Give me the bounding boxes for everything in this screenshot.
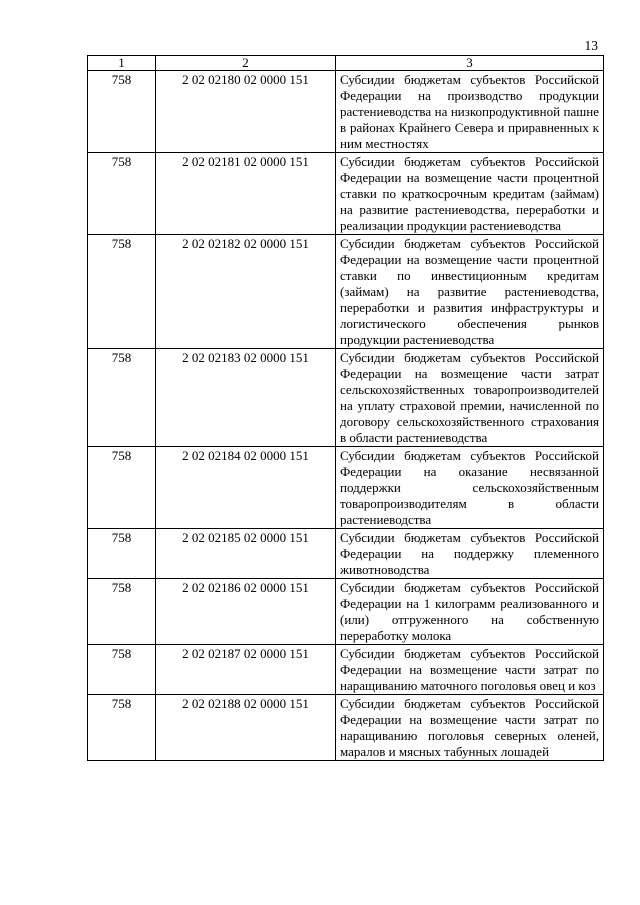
budget-code-cell: 2 02 02180 02 0000 151 [156, 71, 336, 153]
table-row [88, 153, 604, 235]
revenue-name-cell: Субсидии бюджетам субъектов Российской Федерации на возмещение части процентной ставки по краткосрочным кредитам (займам) на развитие растениеводства, переработки и реализации продукции растениеводства [336, 153, 604, 235]
page-number: 13 [584, 38, 598, 53]
table-row [88, 447, 604, 529]
administrator-code-cell: 758 [88, 645, 156, 695]
administrator-code-cell: 758 [88, 447, 156, 529]
revenue-name-cell: Субсидии бюджетам субъектов Российской Федерации на возмещение части затрат сельскохозяйственных товаропроизводителей на уплату страховой премии, начисленной по договору сельскохозяйственного страхования в области растениеводства [336, 349, 604, 447]
revenue-name-cell: Субсидии бюджетам субъектов Российской Федерации на 1 килограмм реализованного и (или) отгруженного на собственную переработку молока [336, 579, 604, 645]
table-row [88, 645, 604, 695]
revenue-name-cell: Субсидии бюджетам субъектов Российской Федерации на оказание несвязанной поддержки сельскохозяйственным товаропроизводителям в области растениеводства [336, 447, 604, 529]
table-row [88, 579, 604, 645]
administrator-code-cell: 758 [88, 235, 156, 349]
administrator-code-cell: 758 [88, 695, 156, 761]
table-row [88, 235, 604, 349]
revenue-name-cell: Субсидии бюджетам субъектов Российской Федерации на производство продукции растениеводства на низкопродуктивной пашне в районах Крайнего Севера и приравненных к ним местностях [336, 71, 604, 153]
budget-code-cell: 2 02 02186 02 0000 151 [156, 579, 336, 645]
table-row [88, 529, 604, 579]
budget-code-cell: 2 02 02184 02 0000 151 [156, 447, 336, 529]
table-row [88, 695, 604, 761]
administrator-code-cell: 758 [88, 349, 156, 447]
budget-classification-table [87, 55, 604, 761]
revenue-name-cell: Субсидии бюджетам субъектов Российской Федерации на возмещение части затрат по наращиванию поголовья северных оленей, маралов и мясных табунных лошадей [336, 695, 604, 761]
table-row [88, 71, 604, 153]
administrator-code-cell: 758 [88, 71, 156, 153]
column-number-row [88, 56, 604, 71]
table-row [88, 349, 604, 447]
administrator-code-cell: 758 [88, 153, 156, 235]
administrator-code-cell: 758 [88, 579, 156, 645]
budget-code-cell: 2 02 02188 02 0000 151 [156, 695, 336, 761]
budget-code-cell: 2 02 02185 02 0000 151 [156, 529, 336, 579]
revenue-name-cell: Субсидии бюджетам субъектов Российской Федерации на возмещение части затрат по наращиванию маточного поголовья овец и коз [336, 645, 604, 695]
revenue-name-cell: Субсидии бюджетам субъектов Российской Федерации на возмещение части процентной ставки по инвестиционным кредитам (займам) на развитие растениеводства, переработки и развития инфраструктуры и логистического обеспечения рынков продукции растениеводства [336, 235, 604, 349]
administrator-code-cell: 758 [88, 529, 156, 579]
column-number-2: 2 [156, 56, 336, 71]
budget-code-cell: 2 02 02187 02 0000 151 [156, 645, 336, 695]
column-number-3: 3 [336, 56, 604, 71]
budget-code-cell: 2 02 02182 02 0000 151 [156, 235, 336, 349]
revenue-name-cell: Субсидии бюджетам субъектов Российской Федерации на поддержку племенного животноводства [336, 529, 604, 579]
budget-code-cell: 2 02 02181 02 0000 151 [156, 153, 336, 235]
column-number-1: 1 [88, 56, 156, 71]
budget-code-cell: 2 02 02183 02 0000 151 [156, 349, 336, 447]
